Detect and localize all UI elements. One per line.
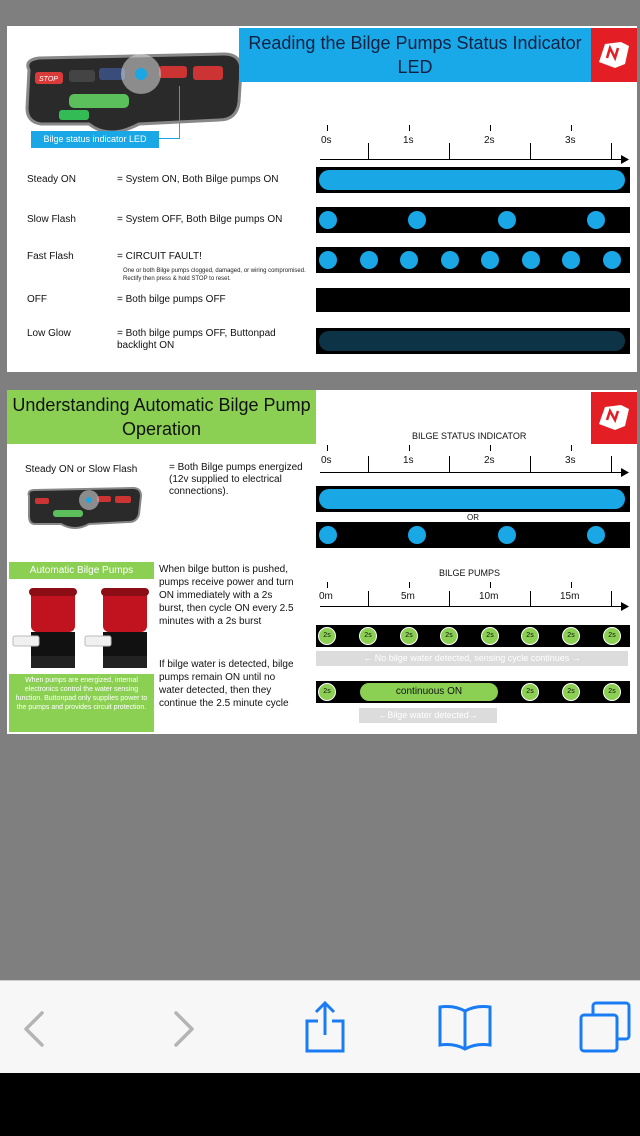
burst-dot: 2s xyxy=(318,683,336,701)
burst-dot: 2s xyxy=(521,627,539,645)
paragraph-water: If bilge water is detected, bilge pumps remain ON until no water detected, then they continue the 2.5 minute cycle xyxy=(159,659,294,709)
pumps-water-bar xyxy=(316,681,630,703)
stop-key-text: STOP xyxy=(39,76,58,83)
tick-label: 0m xyxy=(319,591,333,602)
tick-1s xyxy=(409,125,410,131)
pumps-axis xyxy=(320,606,626,607)
water-note: ←Bilge water detected→ xyxy=(359,708,497,723)
flash-dot xyxy=(522,251,540,269)
led-callout-line xyxy=(179,86,180,138)
tick xyxy=(571,445,572,451)
tabs-icon[interactable] xyxy=(577,999,633,1055)
steady-desc: = Both Bilge pumps energized (12v supplied to electrical connections). xyxy=(169,462,303,497)
pattern-glow xyxy=(316,328,630,354)
brand-logo-icon xyxy=(591,392,637,444)
steady-pill xyxy=(319,489,625,509)
flash-dot xyxy=(587,526,605,544)
flash-dot xyxy=(360,251,378,269)
paragraph-cycle: When bilge button is pushed, pumps receive power and turn ON immediately with a 2s burst, then cycle ON every 2.5 minutes with a 2s burst xyxy=(159,564,294,627)
pattern-off xyxy=(316,288,630,312)
pumps-heading: BILGE PUMPS xyxy=(439,568,501,578)
row-desc-slow: = System OFF, Both Bilge pumps ON xyxy=(117,214,283,225)
tick-label: 5m xyxy=(401,591,415,602)
share-icon[interactable] xyxy=(302,1001,348,1053)
glow-pill xyxy=(319,331,625,351)
tick-label: 3s xyxy=(565,455,576,466)
home-indicator-area xyxy=(0,1073,640,1136)
row-label-fast: Fast Flash xyxy=(27,251,74,262)
burst-dot: 2s xyxy=(603,627,621,645)
status-steady-bar xyxy=(316,486,630,512)
tick xyxy=(571,582,572,588)
pumps-cycle-bar xyxy=(316,625,630,647)
tick-label: 0s xyxy=(321,455,332,466)
row-label-slow: Slow Flash xyxy=(27,214,76,225)
tick-label-2s: 2s xyxy=(484,135,495,146)
tick xyxy=(409,445,410,451)
burst-dot: 2s xyxy=(481,627,499,645)
row-desc-off: = Both bilge pumps OFF xyxy=(117,294,226,305)
axis-arrow-icon xyxy=(621,468,629,477)
led-callout-line-h xyxy=(157,138,180,139)
flash-dot xyxy=(319,526,337,544)
tick-3s xyxy=(571,125,572,131)
sidebar-title: Automatic Bilge Pumps xyxy=(9,562,154,579)
tick-half xyxy=(611,143,612,159)
flash-dot xyxy=(498,526,516,544)
axis-arrow-icon xyxy=(621,602,629,611)
burst-dot: 2s xyxy=(562,627,580,645)
panel-auto-operation xyxy=(7,390,637,734)
timeline-axis xyxy=(320,159,626,160)
burst-dot: 2s xyxy=(521,683,539,701)
book-icon[interactable] xyxy=(436,1003,494,1053)
flash-dot xyxy=(319,211,337,229)
tick-half xyxy=(611,591,612,607)
tick xyxy=(327,445,328,451)
panel-led-status xyxy=(7,26,637,372)
tick-label: 15m xyxy=(560,591,580,602)
tick-half xyxy=(368,591,369,607)
chevron-right-icon[interactable] xyxy=(170,1009,196,1049)
status-axis xyxy=(320,472,626,473)
steady-pill xyxy=(319,170,625,190)
tick-2s xyxy=(490,125,491,131)
continuous-on-pill: continuous ON xyxy=(360,683,498,701)
flash-dot xyxy=(562,251,580,269)
pump-image-right xyxy=(83,584,153,674)
browser-toolbar xyxy=(0,980,640,1073)
brand-logo-icon xyxy=(591,28,637,82)
tick-label: 1s xyxy=(403,455,414,466)
burst-dot: 2s xyxy=(440,627,458,645)
tick xyxy=(490,582,491,588)
row-desc-glow: = Both bilge pumps OFF, Buttonpad backlight ON xyxy=(117,328,276,351)
tick-half xyxy=(449,143,450,159)
row-label-off: OFF xyxy=(27,294,47,305)
tick-half xyxy=(449,456,450,472)
pattern-slow xyxy=(316,207,630,233)
burst-dot: 2s xyxy=(318,627,336,645)
flash-dot xyxy=(319,251,337,269)
tick xyxy=(327,582,328,588)
tick-half xyxy=(530,591,531,607)
tick-half xyxy=(368,456,369,472)
tick-label-3s: 3s xyxy=(565,135,576,146)
panel2-title: Understanding Automatic Bilge Pump Operation xyxy=(7,390,316,444)
axis-arrow-icon xyxy=(621,155,629,164)
flash-dot xyxy=(400,251,418,269)
pattern-steady xyxy=(316,167,630,193)
no-water-note: ← No bilge water detected, sensing cycle continues → xyxy=(316,651,628,666)
panel1-title: Reading the Bilge Pumps Status Indicator LED xyxy=(239,28,591,82)
tick-0s xyxy=(327,125,328,131)
sidebar-caption: When pumps are energized, internal electronics control the water sensing function. Buttonpad only supplies power to the pumps and provides circuit protection. xyxy=(9,674,154,732)
flash-dot xyxy=(481,251,499,269)
tick xyxy=(490,445,491,451)
tick-label: 2s xyxy=(484,455,495,466)
row-label-steady: Steady ON xyxy=(27,174,76,185)
tick-half xyxy=(368,143,369,159)
burst-dot: 2s xyxy=(400,627,418,645)
burst-dot: 2s xyxy=(562,683,580,701)
keypad-illustration-small xyxy=(25,484,145,534)
tick-half xyxy=(530,143,531,159)
tick-label-0s: 0s xyxy=(321,135,332,146)
tick xyxy=(409,582,410,588)
tick-half xyxy=(449,591,450,607)
burst-dot: 2s xyxy=(603,683,621,701)
flash-dot xyxy=(498,211,516,229)
flash-dot xyxy=(441,251,459,269)
tick-half xyxy=(611,456,612,472)
tick-label: 10m xyxy=(479,591,499,602)
row-label-glow: Low Glow xyxy=(27,328,71,339)
row-desc-fast: = CIRCUIT FAULT! xyxy=(117,251,202,262)
chevron-left-icon[interactable] xyxy=(22,1009,48,1049)
steady-label: Steady ON or Slow Flash xyxy=(25,464,138,475)
status-slow-bar xyxy=(316,522,630,548)
or-label: OR xyxy=(467,513,479,522)
burst-dot: 2s xyxy=(359,627,377,645)
flash-dot xyxy=(587,211,605,229)
pattern-fast xyxy=(316,247,630,273)
pump-image-left xyxy=(11,584,81,674)
flash-dot xyxy=(603,251,621,269)
tick-half xyxy=(530,456,531,472)
tick-label-1s: 1s xyxy=(403,135,414,146)
status-heading: BILGE STATUS INDICATOR xyxy=(412,431,527,441)
led-callout-label: Bilge status indicator LED xyxy=(31,131,159,148)
flash-dot xyxy=(408,211,426,229)
row-desc-steady: = System ON, Both Bilge pumps ON xyxy=(117,174,279,185)
flash-dot xyxy=(408,526,426,544)
fault-note: One or both Bilge pumps clogged, damaged, or wiring compromised. Rectify then press & hold STOP to reset. xyxy=(123,268,306,282)
